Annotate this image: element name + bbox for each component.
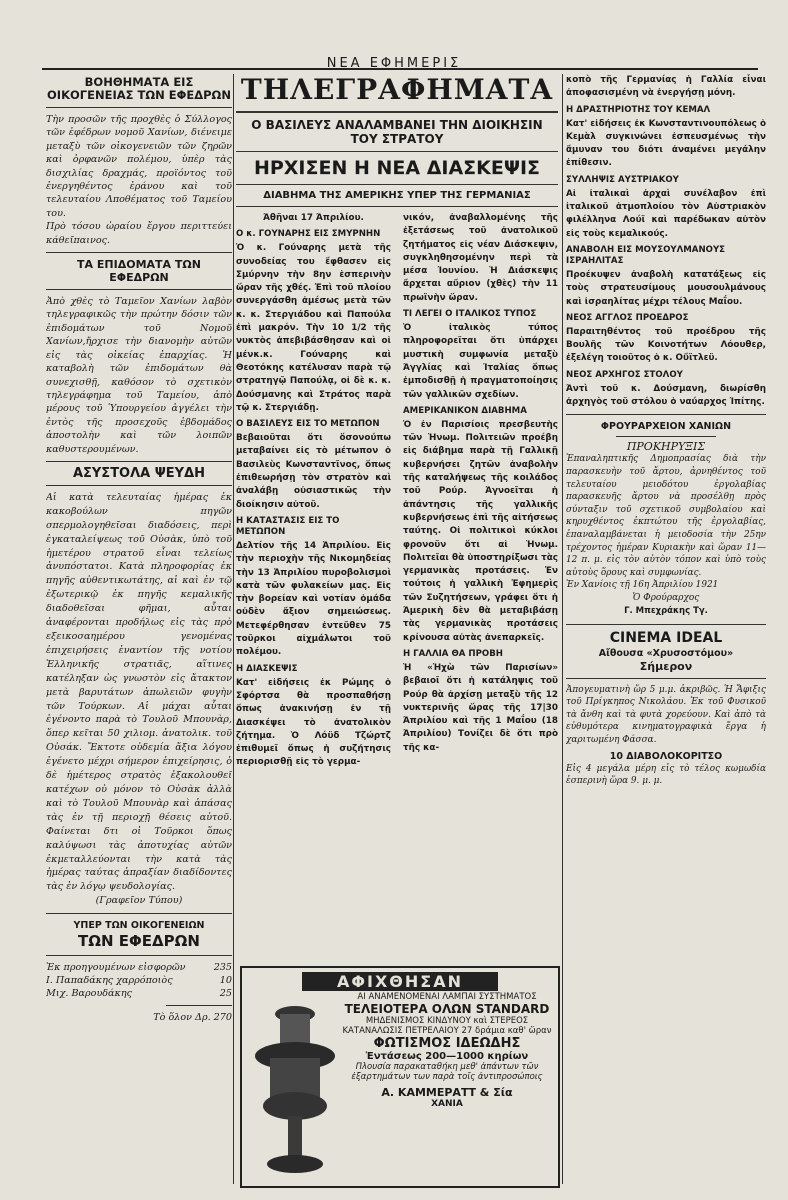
- ad-line: Α. ΚΑΜΜΕΡΑΤΤ & Σία: [381, 1086, 513, 1099]
- cinema-program: Ἀπογευματινὴ ὥρ 5 μ.μ. ἀκριβῶς. Ἡ Ἄφιξις τοῦ Πρίγκηπος Νικολάου. Ἐκ τοῦ Φυσικοῦ τὰ ἄνθη καὶ τὰ φυτὰ χορεύουν. Καὶ ἀπὸ τὰ εὐθυμότερα κινηματογραφικὰ ἔργα ἡ χαριτωμένη Φάσσα.: [566, 684, 766, 745]
- article-title: ΤΑ ΕΠΙΔΟΜΑΤΑ ΤΩΝ ΕΦΕΔΡΩΝ: [77, 258, 201, 285]
- subhead: ΝΕΟΣ ΑΡΧΗΓΟΣ ΣΤΟΛΟΥ: [566, 369, 683, 380]
- subhead: Η ΓΑΛΛΙΑ ΘΑ ΠΡΟΒΗ: [403, 648, 503, 659]
- article-title: ΒΟΗΘΗΜΑΤΑ ΕΙΣ ΟΙΚΟΓΕΝΕΙΑΣ ΤΩΝ ΕΦΕΔΡΩΝ: [47, 75, 231, 102]
- contribution-row: [46, 987, 232, 1000]
- article-text: Αἱ κατὰ τελευταίας ἡμέρας ἐκ κακοβούλων πηγῶν σπερμολογηθεῖσαι διαδόσεις, περὶ ἐγκαταλείψεως τοῦ Οὐσὰκ, ὑπὸ τοῦ ἡμετέρου στρατοῦ εἶναι τελείως ἀνυπόστατοι. Κατὰ πληροφορίας ἐκ πηγῆς αὐθεντικωτάτης, αἱ καὶ ἐν τῷ ἐξωτερικῷ ἐκ πηγῆς κεμαλικῆς διαδοθεῖσαι φῆμαι, αὗται ἀναφέρονται προδήλως εἰς τὰς πρὸ εξεικοσαημέρου γενομένας ἐπιχειρήσεις ἐναντίον τῆς νοτίου Ἑλληνικῆς στρατιᾶς, αἵτινες κατέληξαν ὡς γνωστὸν εἰς ἄτακτον μετὰ βαρυτάτων ἀπωλειῶν φυγὴν τῶν Τούρκων. Αἱ μάχαι αὗται ἐγένοντο παρὰ τὸ Τουλοῦ Μπουνὰρ, ὅπερ κεῖται 50 χιλιομ. ἀνατολικ. τοῦ Οὐσάκ. Ἔκτοτε οὐδεμία ἄξια λόγου ἐγένετο μέχρι σήμερον ἐπιχείρησις, ὁ δὲ ἡμέτερος στρατὸς ἐξακολουθεῖ κατέχων οὐ μόνον τὸ Οὐσὰκ ἀλλὰ καὶ τὸ Τουλοῦ Μπουνὰρ καὶ ἁπάσας τὰς ἐν τῇ περιοχῇ θέσεις αὐτοῦ. Φαίνεται δτι οἱ Τοῦρκοι ὅπως καλύψωσι τὰς ἀποτυχίας αὐτῶν ἐκμεταλλεύονται τὴν κατὰ τὰς ἡμέρας ταύτας ἀπραξίαν διαδίδοντες τὰς ἐν λόγῳ ψευδολογίας.: [46, 491, 232, 893]
- divider: [236, 151, 558, 152]
- article-text: νικόν, ἀναβαλλομένης τῆς ἐξετάσεως τοῦ ἀνατολικοῦ ζητήματος εἰς νέαν Διάσκεψιν, συγκληθησομένην περὶ τὰ μέσα Ἰουνίου. Ἡ Διάσκεψις ἄρχεται αὔριον (χθὲς) τὴν 11 πρωϊνὴν ὥραν.: [403, 213, 558, 303]
- telegrams-right: [403, 212, 558, 770]
- divider: [46, 955, 232, 956]
- ad-line: ΚΑΤΑΝΑΛΩΣΙΣ ΠΕΤΡΕΛΑΙΟΥ 27 δράμια καθ' ὥραν: [342, 1026, 552, 1036]
- contribution-name: Ι. Παπαδάκης χαρρόποιὸς: [46, 974, 173, 986]
- divider: [566, 678, 766, 679]
- lamp-advertisement: [240, 966, 560, 1188]
- ad-title: ΑΦΙΧΘΗΣΑΝ: [302, 972, 498, 991]
- subhead: ΝΕΟΣ ΑΓΓΛΟΣ ΠΡΟΕΔΡΟΣ: [566, 312, 689, 323]
- article-text: Ὁ κ. Γούναρης μετὰ τῆς συνοδείας του ἔφθασεν εἰς Σμύρνην τὴν 8ην ἑσπερινὴν ὥραν τῆς χθές. Ἐπὶ τοῦ πλοίου συνεργάσθη ἀμέσως μετὰ τῶν κ. κ. Στεργιάδου καὶ Παπούλα ἐπὶ μακρόν. Τὴν 10 1/2 τῆς νυκτὸς ἀπεβιβάσθησαν καὶ οἱ μένκ.κ. Γούναρης καὶ Θεοτόκης κατέλυσαν παρὰ τῷ στρατηγῷ Παπούλᾳ, οἱ δὲ κ. κ. Δούσμανης καὶ Στράτος παρὰ τῷ κ. Στεργιάδῃ.: [236, 243, 391, 413]
- cinema-film-title: 10 ΔΙΑΒΟΛΟΚΟΡΙΤΣΟ: [609, 750, 723, 762]
- notice-subtitle: ΠΡΟΚΗΡΥΞΙΣ: [626, 440, 706, 454]
- article-text: Ἀντὶ τοῦ κ. Δούσμανη, διωρίσθη ἀρχηγὸς τοῦ στόλου ὁ ναύαρχος Ἰπίτης.: [566, 383, 766, 408]
- contribution-total: Τὸ ὅλον Δρ. 270: [153, 1011, 232, 1023]
- article-text: κοπὸ τῆς Γερμανίας ἡ Γαλλία εἶναι ἀποφασισμένη νὰ ἐνεργήσῃ μόνη.: [566, 75, 766, 99]
- subhead: ΣΥΛΛΗΨΙΣ ΑΥΣΤΡΙΑΚΟΥ: [566, 174, 679, 185]
- divider: [236, 206, 558, 207]
- subhead: ΤΙ ΛΕΓΕΙ Ο ΙΤΑΛΙΚΟΣ ΤΥΠΟΣ: [403, 309, 537, 320]
- headline: Ο ΒΑΣΙΛΕΥΣ ΑΝΑΛΑΜΒΑΝΕΙ ΤΗΝ ΔΙΟΙΚΗΣΙΝ ΤΟΥ ΣΤΡΑΤΟΥ: [251, 118, 543, 146]
- ad-text: [338, 992, 556, 1109]
- article-text: Αἱ ἰταλικαὶ ἀρχαὶ συνέλαβον ἐπὶ ἰταλικοῦ ἀτμοπλοίου τὸν Αὐστριακὸν φιλέλληνα Λούϊ καὶ παρέδωκαν αὐτὸν εἰς τοὺς κεμαλικούς.: [566, 188, 766, 239]
- subhead: Η ΔΙΑΣΚΕΨΙΣ: [236, 663, 298, 674]
- article-text: Ὁ ἰταλικὸς τύπος πληροφορεῖται ὅτι ὑπάρχει μυστικὴ συμφωνία μεταξὺ Ἀγγλίας καὶ Ἰταλίας ὅπως ἐμποδισθῇ ἡ πραγματοποίησις τῶν γαλλικῶν σχεδίων.: [403, 323, 558, 400]
- article-text: Κατ' εἰδήσεις ἐκ Κωνσταντινουπόλεως ὁ Κεμὰλ συγκινώνει ἐσπευσμένως τὴν ἄμυναν του διότι ἀναμένει μεγάλην ἐπίθεσιν.: [566, 118, 766, 169]
- subhead: ΑΝΑΒΟΛΗ ΕΙΣ ΜΟΥΣΟΥΛΜΑΝΟΥΣ ΙΣΡΑΗΛΙΤΑΣ: [566, 244, 726, 266]
- notice-text: Ἐπαναληπτικῆς Δημοπρασίας διὰ τὴν παρασκευὴν τοῦ ἄρτου, ἀρνηθέντος τοῦ τελευταίου μειοδότου ἐργολαβίας παρασκευῆς ἄρτου νὰ προσέλθῃ πρὸς σύνταξιν τοῦ σχετικοῦ συμβολαίου καὶ κηρυχθέντος ἐκπτώτου τῆς ἐργολαβίας, ἐπαναλαμβάνεται ἡ μειοδοσία τὴν 25ην τρέχοντος ἡμέραν Κυριακὴν καὶ ὥραν 11—12 π. μ. εἰς τὸν αὐτὸν τόπον καὶ ὑπὸ τοὺς αὐτοὺς ὅρους καὶ συμφωνίας.: [566, 454, 766, 578]
- dateline: Ἀθῆναι 17 Ἀπριλίου.: [263, 213, 364, 223]
- telegrams-columns: [236, 212, 558, 770]
- contribution-row: [46, 974, 232, 987]
- subhead: Η ΚΑΤΑΣΤΑΣΙΣ ΕΙΣ ΤΟ ΜΕΤΩΠΟΝ: [236, 515, 340, 537]
- ad-line: ΧΑΝΙΑ: [431, 1099, 463, 1109]
- divider: [566, 414, 766, 415]
- cinema-venue: Αἴθουσα «Χρυσοστόμου»: [598, 647, 734, 659]
- headline: ΗΡΧΙΣΕΝ Η ΝΕΑ ΔΙΑΣΚΕΨΙΣ: [253, 157, 541, 179]
- article-text: Ὁ ἐν Παρισίοις πρεσβευτὴς τῶν Ἡνωμ. Πολιτειῶν προέβη εἰς διάβημα παρὰ τῇ Γαλλικῇ κυβερνήσει ζητῶν ἀναβολὴν τῆς καταλήψεως τῆς κοιλάδος τοῦ Ρούρ. Ἀγνοεῖται ἡ ἀπάντησις τῆς γαλλικῆς κυβερνήσεως ἐπὶ τῆς αἰτήσεως ταύτης. Οἱ πολιτικοὶ κύκλοι φρονοῦν ὅτι αἱ Ἡνωμ. Πολιτεῖαι θὰ ὑποστηρίξωσι τὰς γερμανικὰς προτάσεις. Ἐν τούτοις ἡ γαλλικὴ Ἐφημερὶς τῶν Συζητήσεων, γράφει ὅτι ἡ Ἀμερικὴ δὲν θὰ μεταβιβάσῃ τὰς γερμανικὰς προτάσεις κρίνουσα αὐτὰς ἀνεπαρκεῖς.: [403, 419, 558, 643]
- ad-line: ΤΕΛΕΙΟΤΕΡΑ ΟΛΩΝ STANDARD: [344, 1002, 550, 1016]
- ad-line: ΜΗΔΕΝΙΣΜΟΣ ΚΙΝΔΥΝΟΥ καὶ ΣΤΕΡΕΟΣ: [365, 1016, 529, 1026]
- cinema-title: CINEMA IDEAL: [609, 629, 723, 646]
- article-text: Ἡ «Ἠχὼ τῶν Παρισίων» βεβαιοῖ ὅτι ἡ κατάληψις τοῦ Ρούρ θὰ ἀρχίσῃ μεταξὺ τῆς 12 νυκτερινῆς ὥρας τῆς 17|30 Ἀπριλίου καὶ τῆς 1 Μαΐου (18 Ἀπριλίου) Τονίζει δὲ ὅτι πρὸ τῆς κα-: [403, 662, 558, 753]
- article-source: (Γραφεῖον Τύπου): [95, 895, 183, 907]
- subhead: ΑΜΕΡΙΚΑΝΙΚΟΝ ΔΙΑΒΗΜΑ: [403, 405, 527, 416]
- list-title: ΥΠΕΡ ΤΩΝ ΟΙΚΟΓΕΝΕΙΩΝ: [73, 919, 205, 931]
- headline: ΔΙΑΒΗΜΑ ΤΗΣ ΑΜΕΡΙΚΗΣ ΥΠΕΡ ΤΗΣ ΓΕΡΜΑΝΙΑΣ: [263, 190, 531, 201]
- article-text: Βεβαιοῦται ὅτι ὅσονούπω μεταβαίνει εἰς τὸ μέτωπον ὁ Βασιλεὺς Κωνσταντῖνος, ὅπως ἐπιθεωρήσῃ τὸν στρατὸν καὶ ἀναλάβῃ οὐσιαστικῶς τὴν διοίκησιν αὐτοῦ.: [236, 433, 391, 510]
- telegrams-left: [236, 212, 391, 770]
- divider: [46, 913, 232, 914]
- subhead: Ο κ. ΓΟΥΝΑΡΗΣ ΕΙΣ ΣΜΥΡΝΗΝ: [236, 229, 381, 240]
- divider: [46, 485, 232, 486]
- cinema-film-text: Εἰς 4 μεγάλα μέρη εἰς τὸ τέλος κωμωδία ἑσπερινὴ ὥρα 9. μ. μ.: [566, 763, 766, 787]
- contribution-amount: 25: [219, 987, 232, 999]
- divider: [566, 624, 766, 625]
- notice-title: ΦΡΟΥΡΑΡΧΕΙΟΝ ΧΑΝΙΩΝ: [600, 421, 732, 433]
- contribution-list: [46, 961, 232, 1000]
- article-text: Προέκυψεν ἀναβολὴ κατατάξεως εἰς τοὺς στρατευσίμους μουσουλμάνους καὶ ἰσραηλίτας μέχρι τέλους Μαΐου.: [566, 269, 766, 307]
- contribution-amount: 235: [213, 961, 232, 973]
- contribution-name: Μιχ. Βαρουδάκης: [46, 987, 132, 999]
- cinema-today: Σήμερον: [639, 659, 693, 673]
- divider: [166, 1005, 232, 1006]
- column-divider: [233, 74, 234, 1184]
- divider: [46, 252, 232, 253]
- article-title: ΑΣΥΣΤΟΛΑ ΨΕΥΔΗ: [72, 465, 206, 481]
- notice-signature-name: Γ. Μπεχράκης Τγ.: [624, 606, 708, 617]
- divider: [46, 461, 232, 462]
- article-text: Κατ' εἰδήσεις ἐκ Ρώμης ὁ Σφόρτσα θὰ προσπαθήσῃ ὅπως ἀνακινήσῃ ἐν τῇ Διασκέψει τὸ ἀνατολικὸν ζήτημα. Ὁ Λόϋδ Τζώρτζ ἐπιθυμεῖ ὅπως ἡ συζήτησις περιορισθῇ εἰς τὸ γερμα-: [236, 677, 391, 768]
- column-left: [46, 74, 232, 1024]
- ad-line: Πλουσία παρακαταθήκη μεθ' ἁπάντων τῶν ἐξαρτημάτων των παρὰ τοῖς ἀντιπροσώποις: [351, 1062, 543, 1082]
- article-text: Παραιτηθέντος τοῦ προέδρου τῆς Βουλῆς τῶν Κοινοτήτων Λόουθερ, ἐξελέγη τοιοῦτος ὁ κ. Οὔϊτλεϋ.: [566, 326, 766, 364]
- article-text: Τὴν προσῶν τῆς προχθὲς ὁ Σύλλογος τῶν ἐφέδρων νομοῦ Χανίων, διένειμε μεταξὺ τῶν οἰκογενειῶν τῶν ζηρῶν καὶ ὀρφανῶν πολέμου, ὑπὲρ τὰς δισχιλίας δραχμάς, προϊόντος τοῦ ἐνεργηθέντος ἐράνου καὶ τοῦ τελευταίου Λποθέματος τοῦ Ταμείου του.: [46, 114, 232, 219]
- contribution-row: [46, 961, 232, 974]
- top-rule: [42, 68, 758, 70]
- ad-line: ΑΙ ΑΝΑΜΕΝΟΜΕΝΑΙ ΛΑΜΠΑΙ ΣΥΣΤΗΜΑΤΟΣ: [357, 992, 537, 1002]
- contribution-amount: 10: [219, 974, 232, 986]
- ad-line: ΦΩΤΙΣΜΟΣ ΙΔΕΩΔΗΣ: [373, 1036, 521, 1051]
- oil-lamp-illustration: [250, 996, 340, 1176]
- masthead: ΝΕΑ ΕΦΗΜΕΡΙΣ: [326, 56, 462, 71]
- list-title: ΤΩΝ ΕΦΕΔΡΩΝ: [78, 931, 200, 950]
- column-right: [566, 74, 766, 788]
- divider: [616, 436, 716, 437]
- telegrams-title: ΤΗΛΕΓΡΑΦΗΜΑΤΑ: [240, 74, 554, 106]
- notice-date: Ἐν Χανίοις τῇ 16η Ἀπριλίου 1921: [566, 580, 719, 591]
- article-text: Δελτίον τῆς 14 Ἀπριλίου. Εἰς τὴν περιοχὴν τῆς Νικομηδείας τὴν 13 Ἀπριλίου πυροβολισμοὶ κατὰ τῶν φυλακείων μας. Εἰς τὴν βορείαν καὶ νοτίαν ὁμάδα οὐδὲν ἄξιον σημειώσεως. Μετεφέρθησαν ἐντεῦθεν 75 τοῦρκοι αἰχμάλωτοι τοῦ πολέμου.: [236, 540, 391, 658]
- divider: [46, 289, 232, 290]
- column-center: [236, 74, 558, 770]
- subhead: Ο ΒΑΣΙΛΕΥΣ ΕΙΣ ΤΟ ΜΕΤΩΠΟΝ: [236, 419, 380, 430]
- divider: [46, 107, 232, 108]
- notice-signature-title: Ὁ Φρούραρχος: [632, 592, 700, 603]
- subhead: Η ΔΡΑΣΤΗΡΙΟΤΗΣ ΤΟΥ ΚΕΜΑΛ: [566, 104, 711, 115]
- divider: [236, 184, 558, 185]
- article-text: Ἀπὸ χθὲς τὸ Ταμεῖον Χανίων λαβὸν τηλεγραφικῶς τὴν πρώτην δόσιν τῶν ἐπιδομάτων τοῦ Νομοῦ Χανίων,ἤρχισε τὴν διανομὴν αὐτῶν εἰς τὰς οἰκείας ἐπαρχίας. Ἡ καταβολὴ τῶν ἐπιδομάτων θὰ συνεχισθῇ, καθόσον τὸ σχετικὸν τηλεγράφημα τοῦ Ταμείου, ἀπὸ μέρους τοῦ Ὑπουργείου ἀγγέλει τὴν ἐντὸς τῆς προσεχοῦς ἑβδομάδος ἀποστολὴν καὶ τῶν λοιπῶν καθυστερουμένων.: [46, 296, 232, 455]
- column-divider: [562, 74, 563, 1184]
- divider: [236, 111, 558, 113]
- article-text: Πρὸ τόσου ὡραίου ἔργου περιττεύει κάθεῖπαινος.: [46, 221, 232, 246]
- ad-line: Ἐντάσεως 200—1000 κηρίων: [365, 1051, 529, 1062]
- contribution-name: Ἐκ προηγουμένων εἰσφορῶν: [46, 961, 186, 973]
